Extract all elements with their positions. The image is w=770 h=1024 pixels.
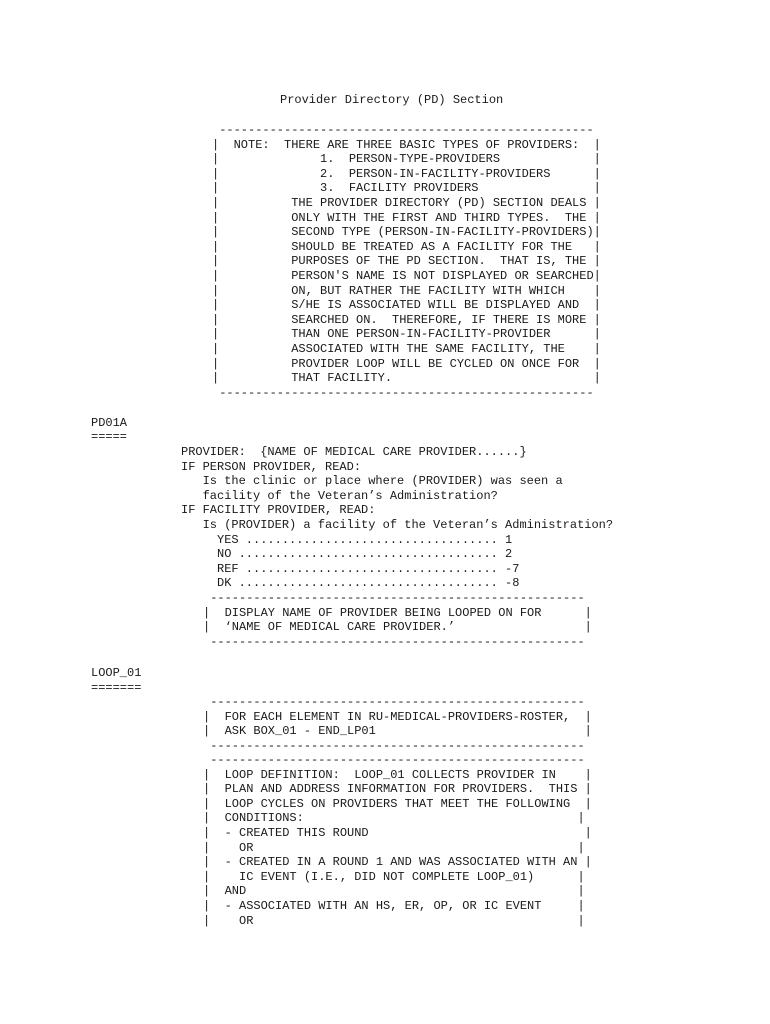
note-box-line: | PERSON'S NAME IS NOT DISPLAYED OR SEARCHED| [212,269,601,283]
note-box-line: | THAN ONE PERSON-IN-FACILITY-PROVIDER | [212,327,601,342]
pd01a-question-line: REF ................................... -7 [181,561,520,576]
note-box-line: | S/HE IS ASSOCIATED WILL BE DISPLAYED AND | [212,298,601,313]
note-box-line: | SECOND TYPE (PERSON-IN-FACILITY-PROVIDERS)| [212,225,601,240]
loop01-definition-line: | CONDITIONS: | [203,811,585,826]
note-box-line: ---------------------------------------------------- [212,385,594,400]
note-box-line: | ASSOCIATED WITH THE SAME FACILITY, THE | [212,342,601,356]
loop01-ask-line: ---------------------------------------------------- [203,738,585,753]
pd01a-underline: ===== [91,430,128,444]
loop01-definition-line: | LOOP CYCLES ON PROVIDERS THAT MEET THE FOLLOWING | [203,796,592,811]
loop01-definition-line: | OR | [203,840,585,855]
note-box-line: | PROVIDER LOOP WILL BE CYCLED ON ONCE FOR | [212,356,601,371]
pd01a-question-line: Is the clinic or place where (PROVIDER) was seen a [181,474,563,489]
note-box-line: | THE PROVIDER DIRECTORY (PD) SECTION DEALS | [212,196,601,210]
page-title: Provider Directory (PD) Section [280,93,504,107]
pd01a-question-line: PROVIDER: {NAME OF MEDICAL CARE PROVIDER......} [181,445,527,459]
note-box-line: | PURPOSES OF THE PD SECTION. THAT IS, THE | [212,254,601,269]
note-box-line: | ON, BUT RATHER THE FACILITY WITH WHICH | [212,283,601,298]
loop01-id: LOOP_01 [91,666,142,680]
note-box-line: | THAT FACILITY. | [212,371,601,386]
loop01-ask-line: | FOR EACH ELEMENT IN RU-MEDICAL-PROVIDERS-ROSTER, | [203,709,592,724]
note-box-line: | 3. FACILITY PROVIDERS | [212,181,601,196]
pd01a-display-line: | DISPLAY NAME OF PROVIDER BEING LOOPED ON FOR | [203,605,592,620]
note-box-line: | NOTE: THERE ARE THREE BASIC TYPES OF PROVIDERS: | [212,137,601,152]
pd01a-question-line: IF PERSON PROVIDER, READ: [181,459,362,474]
loop01-definition-line: ---------------------------------------------------- [203,753,585,767]
pd01a-question-line: YES ................................... 1 [181,532,513,547]
loop01-ask-line: ---------------------------------------------------- [203,695,585,709]
note-box-line: | SEARCHED ON. THEREFORE, IF THERE IS MORE | [212,312,601,327]
loop01-definition-line: | IC EVENT (I.E., DID NOT COMPLETE LOOP_01) | [203,869,585,884]
note-box-line: | ONLY WITH THE FIRST AND THIRD TYPES. THE | [212,210,601,225]
loop01-definition-line: | LOOP DEFINITION: LOOP_01 COLLECTS PROVIDER IN | [203,767,592,782]
pd01a-id: PD01A [91,416,128,430]
loop01-definition-line: | - CREATED IN A ROUND 1 AND WAS ASSOCIATED WITH AN | [203,855,592,870]
loop01-ask-line: | ASK BOX_01 - END_LP01 | [203,724,592,739]
loop01-definition-line: | AND | [203,884,585,899]
note-box-line: | 1. PERSON-TYPE-PROVIDERS | [212,152,601,167]
pd01a-question-line: NO .................................... 2 [181,547,513,562]
loop01-definition-line: | - CREATED THIS ROUND | [203,826,592,840]
pd01a-question-line: IF FACILITY PROVIDER, READ: [181,503,376,518]
pd01a-display-line: | ‘NAME OF MEDICAL CARE PROVIDER.’ | [203,620,592,635]
pd01a-display-line: ---------------------------------------------------- [203,591,585,605]
loop01-underline: ======= [91,681,142,695]
pd01a-question-line: facility of the Veteran’s Administration? [181,488,498,503]
loop01-definition-line: | - ASSOCIATED WITH AN HS, ER, OP, OR IC EVENT | [203,899,585,913]
note-box-line: | SHOULD BE TREATED AS A FACILITY FOR THE | [212,239,601,254]
loop01-definition-line: | PLAN AND ADDRESS INFORMATION FOR PROVIDERS. THIS | [203,782,592,797]
pd01a-question-line: Is (PROVIDER) a facility of the Veteran’s Administration? [181,518,614,532]
loop01-definition-line: | OR | [203,913,585,928]
note-box-line: ---------------------------------------------------- [212,123,594,137]
note-box-line: | 2. PERSON-IN-FACILITY-PROVIDERS | [212,166,601,181]
pd01a-question-line: DK .................................... -8 [181,576,520,591]
pd01a-display-line: ---------------------------------------------------- [203,634,585,649]
